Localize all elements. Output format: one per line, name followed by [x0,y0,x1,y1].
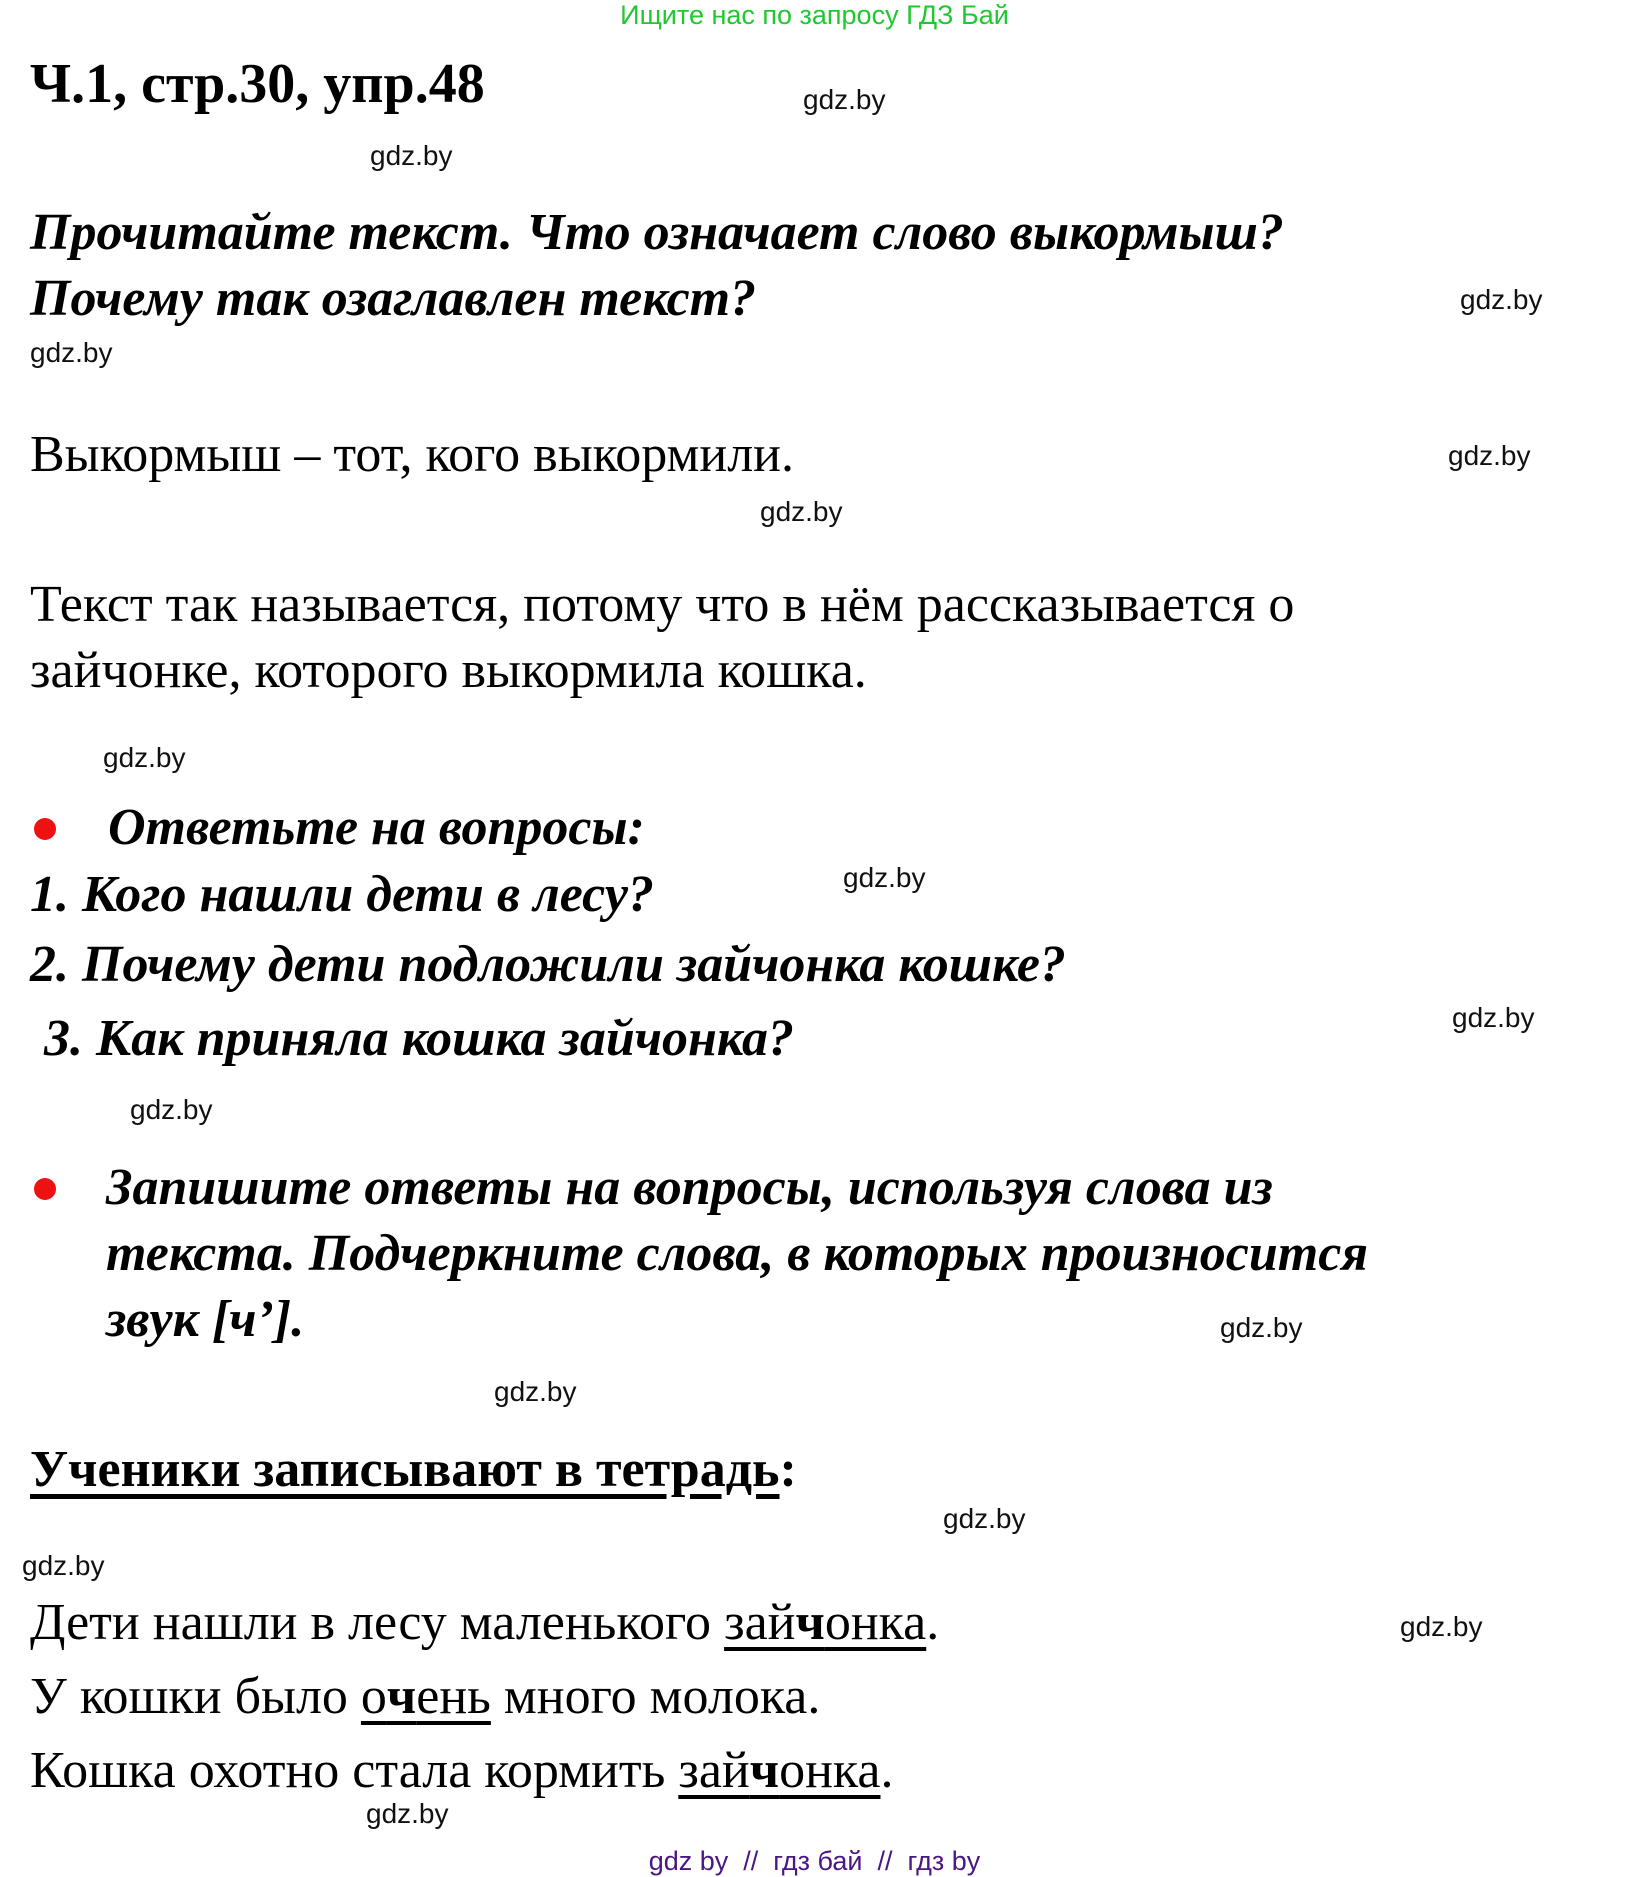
notebook-answer [30,1590,939,1656]
word-part: ень [416,1668,491,1725]
watermark: gdz.by [803,84,886,115]
highlighted-letter: ч [749,1742,780,1799]
task-line: Запишите ответы на вопросы, используя слова из [106,1159,1273,1216]
notebook-heading-colon: : [779,1441,797,1498]
watermark: gdz.by [1400,1611,1483,1642]
watermark: gdz.by [130,1094,213,1125]
watermark: gdz.by [494,1376,577,1407]
task-line: звук [ч’]. [106,1291,305,1348]
watermark: gdz.by [760,496,843,527]
page-title: Ч.1, стр.30, упр.48 [30,53,485,115]
highlighted-letter: ч [386,1668,417,1725]
word-part: онка [824,1594,927,1651]
word-part: зай [724,1594,796,1651]
question-item: 2. Почему дети подложили зайчонка кошке? [30,936,1066,993]
answer-text: Кошка охотно стала кормить [30,1742,679,1799]
task-line: Прочитайте текст. Что означает слово выкормыш? [30,204,1284,261]
watermark: gdz.by [1220,1312,1303,1343]
word-part: зай [678,1742,750,1799]
underlined-word [678,1742,880,1799]
notebook-heading-text: Ученики записывают в тетрадь [30,1441,780,1498]
highlighted-letter: ч [795,1594,825,1651]
notebook-answer [30,1738,893,1804]
task-instruction-2 [106,1155,1368,1353]
watermark: gdz.by [370,140,453,171]
watermark: gdz.by [22,1550,105,1581]
task-instruction-1 [30,200,1284,332]
explanation-line: зайчонке, которого выкормила кошка. [30,642,867,699]
notebook-answer [30,1664,820,1730]
answer-text: . [880,1742,894,1799]
answer-text: . [926,1594,940,1651]
task-line: Почему так озаглавлен текст? [30,270,757,327]
watermark: gdz.by [1460,284,1543,315]
bullet-icon [34,818,56,840]
answer-text: много молока. [490,1668,821,1725]
watermark: gdz.by [1448,440,1531,471]
watermark: gdz.by [30,337,113,368]
watermark: gdz.by [366,1798,449,1829]
answer-text: Дети нашли в лесу маленького [30,1594,725,1651]
watermark: gdz.by [1452,1002,1535,1033]
bullet-icon [34,1178,56,1200]
question-item: 3. Как приняла кошка зайчонка? [44,1010,794,1067]
answer-text: У кошки было [30,1668,361,1725]
word-part: онка [779,1742,881,1799]
watermark: gdz.by [843,862,926,893]
footer-links: gdz by // гдз бай // гдз by [648,1846,981,1876]
question-item: 1. Кого нашли дети в лесу? [30,866,654,923]
watermark: gdz.by [103,742,186,773]
definition-text: Выкормыш – тот, кого выкормили. [30,426,795,483]
notebook-heading [30,1440,797,1499]
underlined-word [724,1594,926,1651]
search-banner: Ищите нас по запросу ГДЗ Бай [620,0,1009,30]
word-part: о [360,1668,387,1725]
task-line: текста. Подчеркните слова, в которых произносится [106,1225,1369,1282]
watermark: gdz.by [943,1503,1026,1534]
explanation-text [30,572,1294,704]
explanation-line: Текст так называется, потому что в нём рассказывается о [30,576,1295,633]
underlined-word [361,1668,491,1725]
questions-header: Ответьте на вопросы: [108,799,645,856]
